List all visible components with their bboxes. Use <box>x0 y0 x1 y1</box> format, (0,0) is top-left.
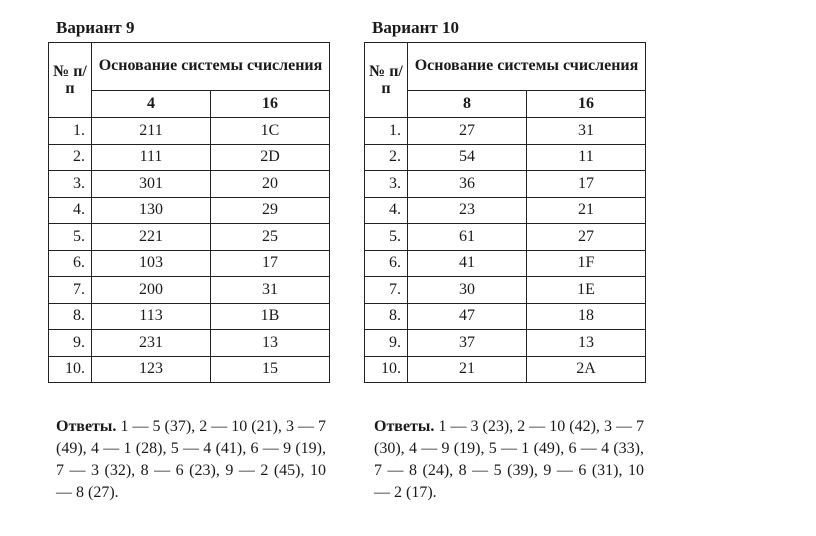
cell-base-b: 27 <box>527 224 646 251</box>
answers-variant-9 <box>56 416 326 504</box>
row-number: 1. <box>365 118 408 145</box>
table-row <box>365 303 646 330</box>
table-row <box>49 250 330 277</box>
row-number: 8. <box>365 303 408 330</box>
header-number-base: Основание системы счисления <box>92 43 330 91</box>
cell-base-a: 301 <box>92 171 211 198</box>
cell-base-b: 11 <box>527 144 646 171</box>
row-number: 2. <box>365 144 408 171</box>
header-base-a: 4 <box>92 90 211 117</box>
answers-label: Ответы. <box>56 418 117 435</box>
conversion-table <box>48 42 330 383</box>
table-row <box>365 277 646 304</box>
row-number: 2. <box>49 144 92 171</box>
table-row <box>365 250 646 277</box>
variant-title: Вариант 9 <box>56 18 135 37</box>
variant-10-block <box>364 14 646 383</box>
cell-base-a: 103 <box>92 250 211 277</box>
table-row <box>365 356 646 383</box>
cell-base-a: 130 <box>92 197 211 224</box>
header-number-base: Основание системы счисления <box>408 43 646 91</box>
cell-base-b: 18 <box>527 303 646 330</box>
conversion-table <box>364 42 646 383</box>
cell-base-b: 25 <box>211 224 330 251</box>
cell-base-b: 1C <box>211 118 330 145</box>
cell-base-a: 113 <box>92 303 211 330</box>
answers-text: 1 — 3 (23), 2 — 10 (42), 3 — 7 (30), 4 — 9 (19), 5 — 1 (49), 6 — 4 (33), 7 — 8 (24), 8 — 5 (39), 9 — 6 (31), 10 — 2 (17). <box>374 418 645 501</box>
cell-base-a: 41 <box>408 250 527 277</box>
row-number: 9. <box>49 330 92 357</box>
cell-base-b: 1B <box>211 303 330 330</box>
row-number: 6. <box>365 250 408 277</box>
cell-base-b: 13 <box>211 330 330 357</box>
header-base-b: 16 <box>527 90 646 117</box>
row-number: 4. <box>365 197 408 224</box>
cell-base-a: 21 <box>408 356 527 383</box>
cell-base-b: 17 <box>527 171 646 198</box>
cell-base-a: 47 <box>408 303 527 330</box>
answers-label: Ответы. <box>374 418 435 435</box>
variant-9-block <box>48 14 330 383</box>
cell-base-a: 27 <box>408 118 527 145</box>
cell-base-a: 23 <box>408 197 527 224</box>
variant-title: Вариант 10 <box>372 18 459 37</box>
cell-base-b: 31 <box>211 277 330 304</box>
cell-base-a: 54 <box>408 144 527 171</box>
table-row <box>49 330 330 357</box>
answers-variant-10 <box>374 416 644 504</box>
row-number: 1. <box>49 118 92 145</box>
table-row <box>365 224 646 251</box>
cell-base-a: 231 <box>92 330 211 357</box>
answers-text: 1 — 5 (37), 2 — 10 (21), 3 — 7 (49), 4 — 1 (28), 5 — 4 (41), 6 — 9 (19), 7 — 3 (32), 8 — 6 (23), 9 — 2 (45), 10 — 8 (27). <box>56 418 327 501</box>
row-number: 8. <box>49 303 92 330</box>
row-number: 9. <box>365 330 408 357</box>
cell-base-b: 13 <box>527 330 646 357</box>
cell-base-a: 111 <box>92 144 211 171</box>
row-number: 5. <box>365 224 408 251</box>
cell-base-b: 1F <box>527 250 646 277</box>
header-base-a: 8 <box>408 90 527 117</box>
cell-base-a: 211 <box>92 118 211 145</box>
table-row <box>49 356 330 383</box>
row-number: 3. <box>365 171 408 198</box>
cell-base-b: 21 <box>527 197 646 224</box>
table-row <box>49 118 330 145</box>
row-number: 4. <box>49 197 92 224</box>
cell-base-a: 200 <box>92 277 211 304</box>
cell-base-b: 2D <box>211 144 330 171</box>
row-number: 7. <box>49 277 92 304</box>
row-number: 10. <box>49 356 92 383</box>
cell-base-a: 36 <box>408 171 527 198</box>
table-row <box>49 277 330 304</box>
row-number: 6. <box>49 250 92 277</box>
table-row <box>49 224 330 251</box>
cell-base-a: 123 <box>92 356 211 383</box>
table-row <box>365 330 646 357</box>
cell-base-a: 61 <box>408 224 527 251</box>
cell-base-b: 29 <box>211 197 330 224</box>
row-number: 7. <box>365 277 408 304</box>
table-row <box>365 144 646 171</box>
row-number: 10. <box>365 356 408 383</box>
table-row <box>365 197 646 224</box>
header-row-number: № п/п <box>365 43 408 118</box>
cell-base-b: 2A <box>527 356 646 383</box>
cell-base-b: 1E <box>527 277 646 304</box>
cell-base-b: 17 <box>211 250 330 277</box>
cell-base-b: 31 <box>527 118 646 145</box>
table-row <box>49 171 330 198</box>
cell-base-a: 221 <box>92 224 211 251</box>
cell-base-b: 15 <box>211 356 330 383</box>
table-row <box>49 303 330 330</box>
table-row <box>365 118 646 145</box>
cell-base-a: 30 <box>408 277 527 304</box>
cell-base-a: 37 <box>408 330 527 357</box>
table-row <box>49 144 330 171</box>
header-row-number: № п/п <box>49 43 92 118</box>
row-number: 5. <box>49 224 92 251</box>
table-row <box>49 197 330 224</box>
cell-base-b: 20 <box>211 171 330 198</box>
table-row <box>365 171 646 198</box>
header-base-b: 16 <box>211 90 330 117</box>
row-number: 3. <box>49 171 92 198</box>
